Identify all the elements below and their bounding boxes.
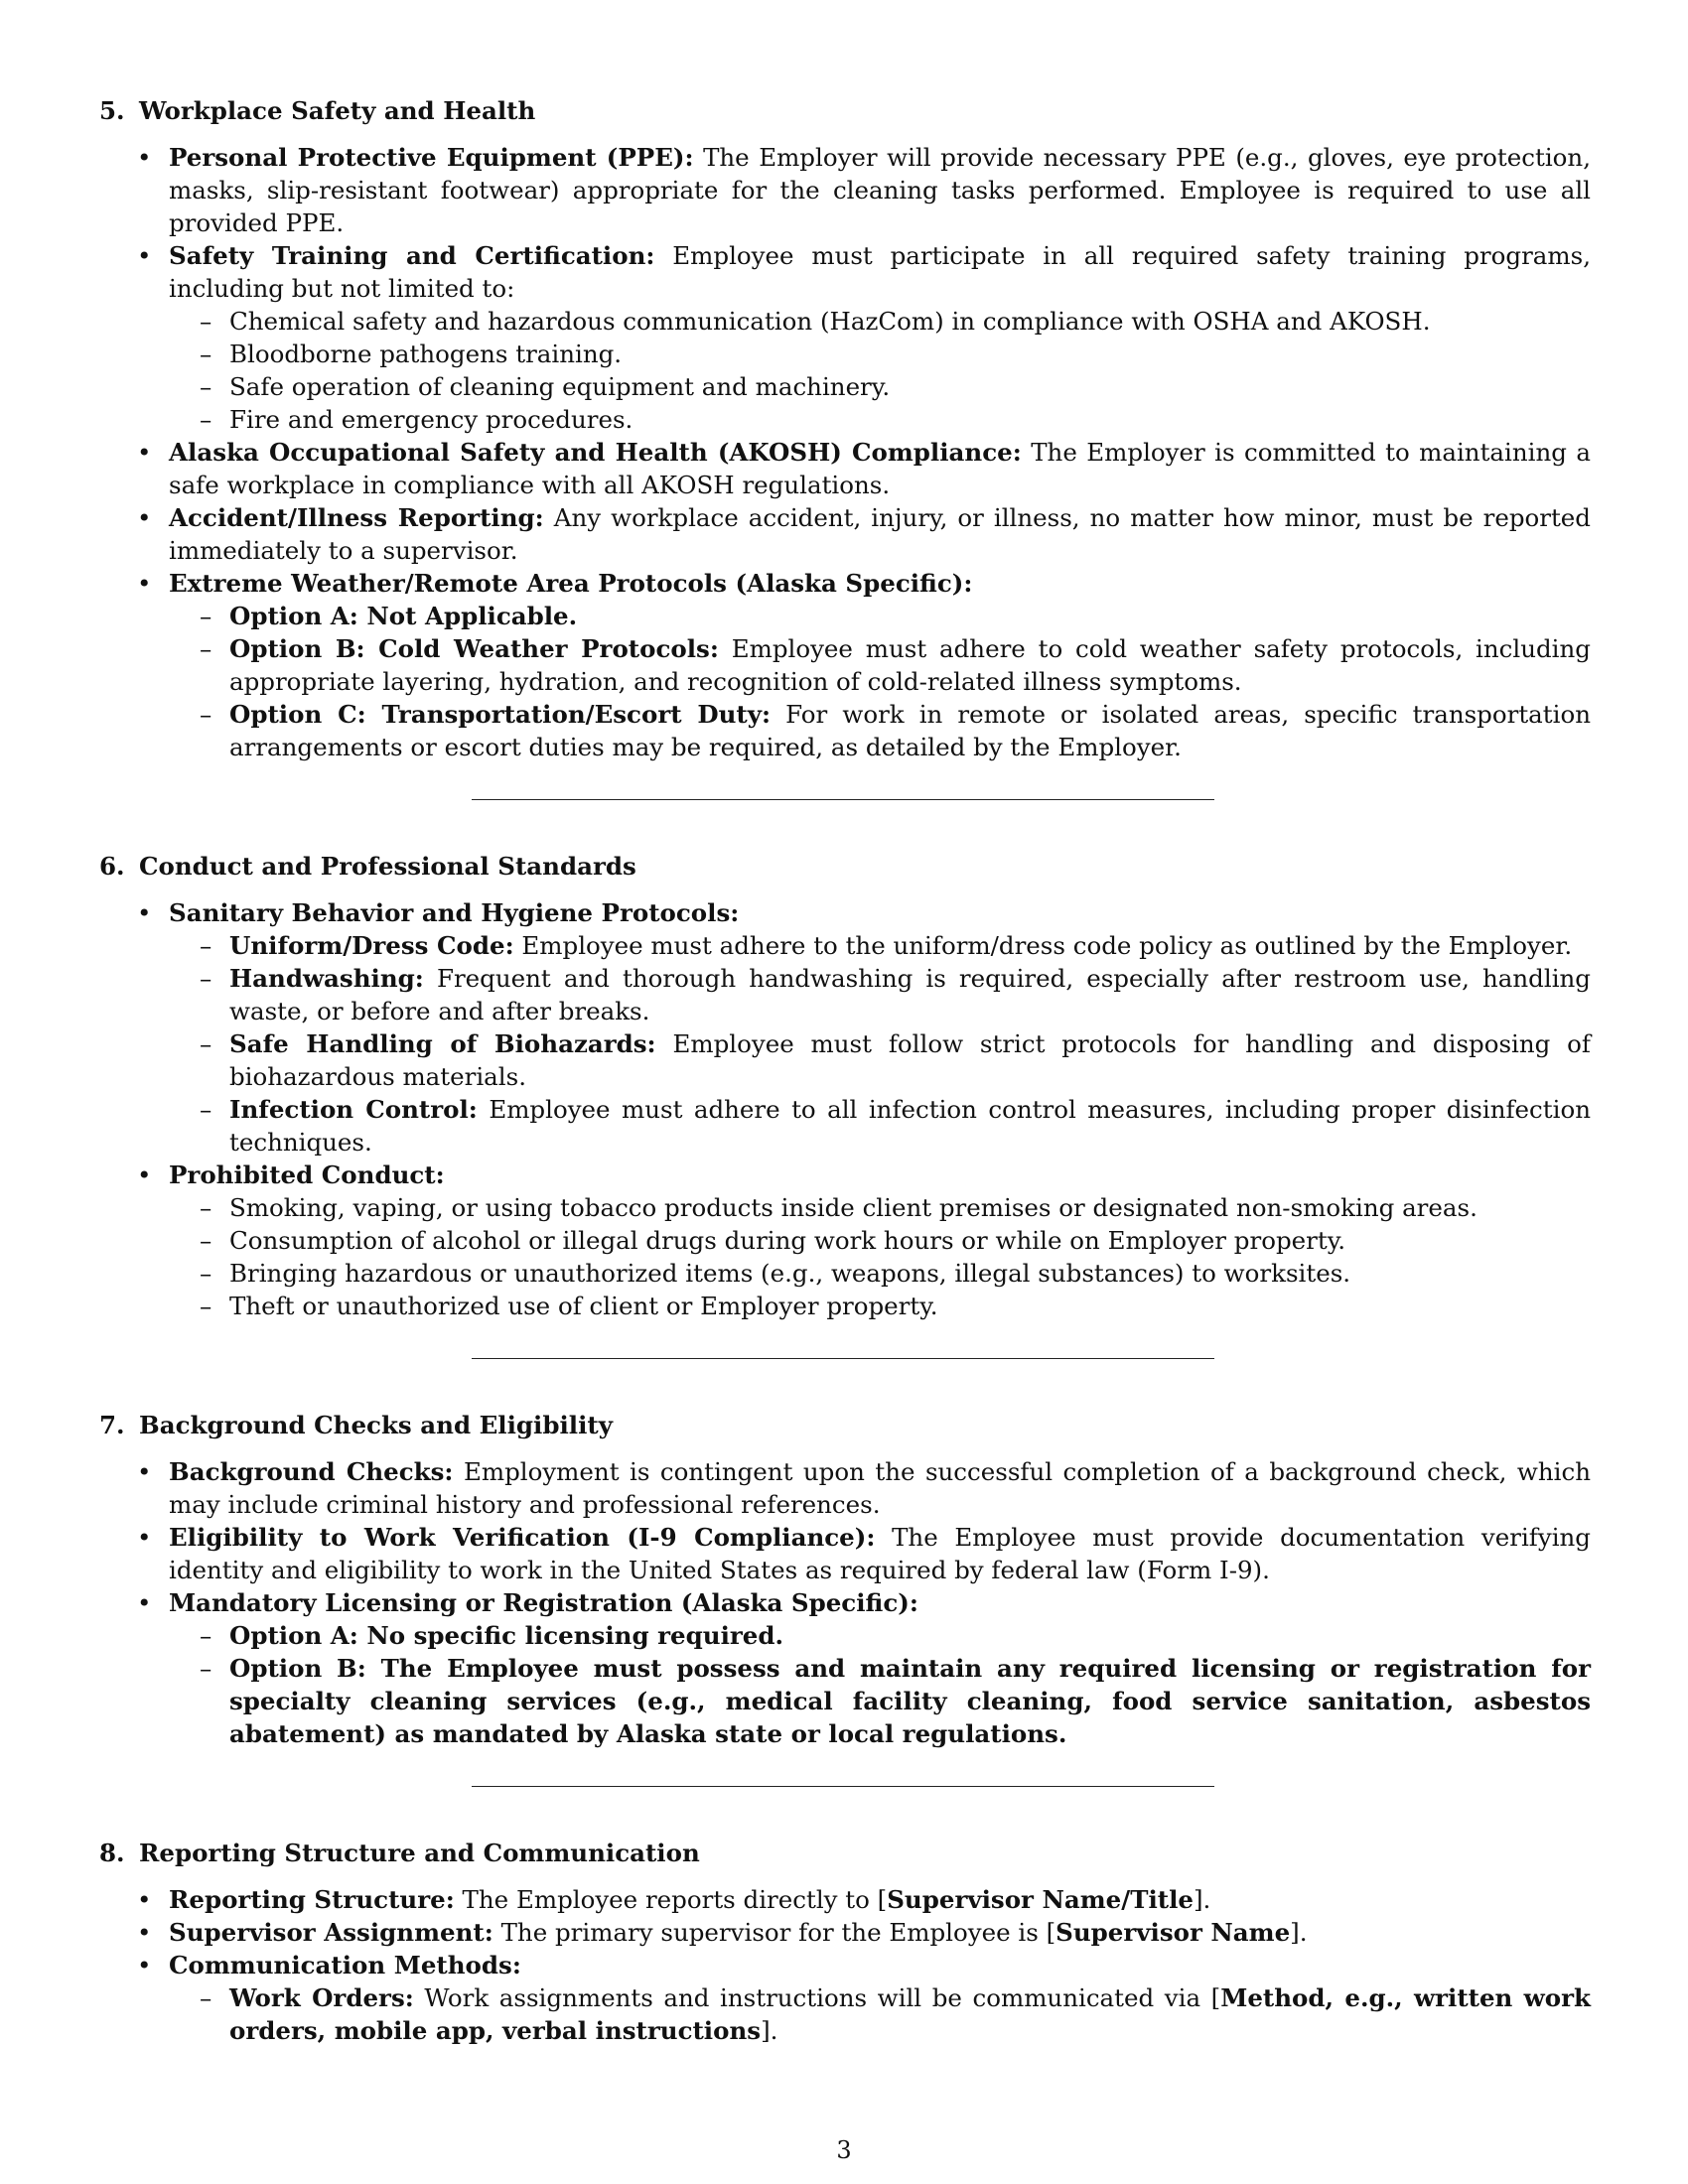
i9-item: • Eligibility to Work Verification (I-9 Compliance): The Employee must provide documentation verifying identity and eligibility to work in the United States as required by federal law (Form I-9). xyxy=(99,1521,1591,1586)
training-sublist xyxy=(169,305,1591,436)
section-5-heading: 5. Workplace Safety and Health xyxy=(99,96,536,125)
akosh-item: • Alaska Occupational Safety and Health (AKOSH) Compliance: The Employer is committed to maintaining a safe workplace in compliance with all AKOSH regulations. xyxy=(99,436,1591,501)
prohibited-item: • Prohibited Conduct: – Smoking, vaping, or using tobacco products inside client premises or designated non-smoking areas. – Consumption of alcohol or illegal drugs during work hours or while on Employer property. – Bringing hazardous or unauthorized items (e.g., weapons, illegal substances) to worksites. – Theft or unauthorized use of client or Employer property. xyxy=(99,1159,1591,1322)
licensing-item: • Mandatory Licensing or Registration (Alaska Specific): – Option A: No specific licensing required. – Option B: The Employee must possess and maintain any required licensing or registration for specialty cleaning services (e.g., medical facility cleaning, food service sanitation, asbestos abatement) as mandated by Alaska state or local regulations. xyxy=(99,1586,1591,1750)
licensing-option-b: – Option B: The Employee must possess and maintain any required licensing or registration for specialty cleaning services (e.g., medical facility cleaning, food service sanitation, asbestos abatement) as mandated by Alaska state or local regulations. xyxy=(169,1652,1591,1750)
background-check-item: • Background Checks: Employment is contingent upon the successful completion of a background check, which may include criminal history and professional references. xyxy=(99,1455,1591,1521)
section-8-heading: 8. Reporting Structure and Communication xyxy=(99,1839,700,1867)
prohibited-sublist xyxy=(169,1191,1591,1322)
list-item: – Bringing hazardous or unauthorized items (e.g., weapons, illegal substances) to worksites. xyxy=(169,1257,1591,1290)
section-8-list xyxy=(99,1883,1591,2047)
infection-item: – Infection Control: Employee must adhere to all infection control measures, including proper disinfection techniques. xyxy=(169,1093,1591,1159)
handwashing-item: – Handwashing: Frequent and thorough handwashing is required, especially after restroom use, handling waste, or before and after breaks. xyxy=(169,962,1591,1027)
list-item: – Chemical safety and hazardous communication (HazCom) in compliance with OSHA and AKOSH. xyxy=(169,305,1591,338)
list-item: – Safe operation of cleaning equipment and machinery. xyxy=(169,370,1591,403)
reporting-structure-item: • Reporting Structure: The Employee reports directly to [Supervisor Name/Title]. xyxy=(99,1883,1591,1916)
section-6-list xyxy=(99,896,1591,1322)
sanitary-item: • Sanitary Behavior and Hygiene Protocols: – Uniform/Dress Code: Employee must adhere to the uniform/dress code policy as outlined by the Employer. – Handwashing: Frequent and thorough handwashing is required, especially after restroom use, handling waste, or before and after breaks. – Safe Handling of Biohazards: Employee must follow strict protocols for handling and disposing of biohazardous materials. – Infection Control: Employee must adhere to all infection control measures, including proper disinfection techniques. xyxy=(99,896,1591,1159)
ppe-item: • Personal Protective Equipment (PPE): The Employer will provide necessary PPE (e.g., gloves, eye protection, masks, slip-resistant footwear) appropriate for the cleaning tasks performed. Employee is required to use all provided PPE. xyxy=(99,141,1591,239)
accident-item: • Accident/Illness Reporting: Any workplace accident, injury, or illness, no matter how minor, must be reported immediately to a supervisor. xyxy=(99,501,1591,567)
section-7-heading: 7. Background Checks and Eligibility xyxy=(99,1411,613,1439)
licensing-sublist xyxy=(169,1619,1591,1750)
sanitary-sublist xyxy=(169,929,1591,1159)
weather-option-a: – Option A: Not Applicable. xyxy=(169,600,1591,632)
communication-sublist xyxy=(169,1981,1591,2047)
biohazard-item: – Safe Handling of Biohazards: Employee must follow strict protocols for handling and disposing of biohazardous materials. xyxy=(169,1027,1591,1093)
weather-option-c: – Option C: Transportation/Escort Duty: For work in remote or isolated areas, specific transportation arrangements or escort duties may be required, as detailed by the Employer. xyxy=(169,698,1591,763)
section-8-title: Reporting Structure and Communication xyxy=(139,1839,700,1867)
training-item: • Safety Training and Certification: Employee must participate in all required safety training programs, including but not limited to: – Chemical safety and hazardous communication (HazCom) in compliance with OSHA and AKOSH. – Bloodborne pathogens training. – Safe operation of cleaning equipment and machinery. – Fire and emergency procedures. xyxy=(99,239,1591,436)
work-orders-item: – Work Orders: Work assignments and instructions will be communicated via [Method, e.g., written work orders, mobile app, verbal instructions]. xyxy=(169,1981,1591,2047)
document-page xyxy=(99,94,1591,2047)
list-item: – Fire and emergency procedures. xyxy=(169,403,1591,436)
section-5-title: Workplace Safety and Health xyxy=(139,96,536,125)
uniform-item: – Uniform/Dress Code: Employee must adhere to the uniform/dress code policy as outlined by the Employer. xyxy=(169,929,1591,962)
list-item: – Smoking, vaping, or using tobacco products inside client premises or designated non-smoking areas. xyxy=(169,1191,1591,1224)
section-5-list xyxy=(99,141,1591,763)
section-6-title: Conduct and Professional Standards xyxy=(139,852,636,881)
weather-item: • Extreme Weather/Remote Area Protocols (Alaska Specific): – Option A: Not Applicable. – Option B: Cold Weather Protocols: Employee must adhere to cold weather safety protocols, including appropriate layering, hydration, and recognition of cold-related illness symptoms. – Option C: Transportation/Escort Duty: For work in remote or isolated areas, specific transportation arrangements or escort duties may be required, as detailed by the Employer. xyxy=(99,567,1591,763)
list-item: – Bloodborne pathogens training. xyxy=(169,338,1591,370)
section-6-heading: 6. Conduct and Professional Standards xyxy=(99,852,636,881)
communication-item: • Communication Methods: – Work Orders: Work assignments and instructions will be communicated via [Method, e.g., written work orders, mobile app, verbal instructions]. xyxy=(99,1949,1591,2047)
section-7-list xyxy=(99,1455,1591,1750)
list-item: – Theft or unauthorized use of client or Employer property. xyxy=(169,1290,1591,1322)
list-item: – Consumption of alcohol or illegal drugs during work hours or while on Employer property. xyxy=(169,1224,1591,1257)
section-7-title: Background Checks and Eligibility xyxy=(139,1411,613,1439)
weather-option-b: – Option B: Cold Weather Protocols: Employee must adhere to cold weather safety protocols, including appropriate layering, hydration, and recognition of cold-related illness symptoms. xyxy=(169,632,1591,698)
page-number: 3 xyxy=(836,2136,852,2164)
licensing-option-a: – Option A: No specific licensing required. xyxy=(169,1619,1591,1652)
weather-sublist xyxy=(169,600,1591,763)
supervisor-assignment-item: • Supervisor Assignment: The primary supervisor for the Employee is [Supervisor Name]. xyxy=(99,1916,1591,1949)
